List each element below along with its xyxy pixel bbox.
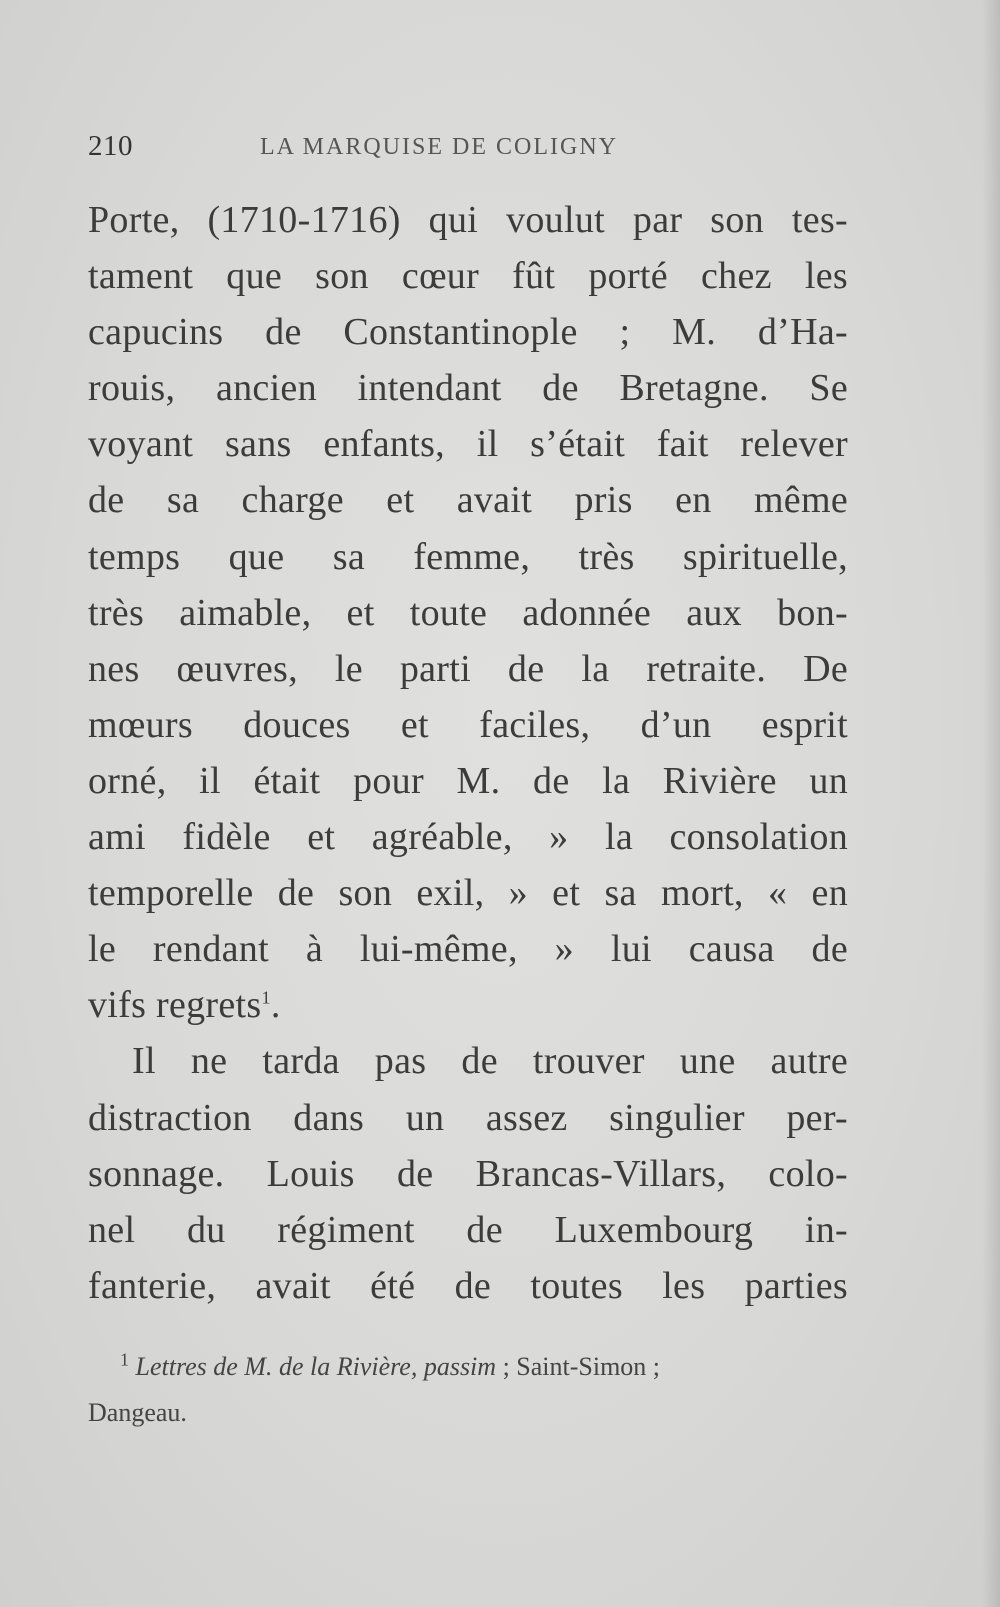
last-line-end: . (270, 984, 281, 1027)
last-line-text: vifs regrets (88, 984, 262, 1027)
paragraph-first-line: Il ne tarda pas de trouver une autre (132, 1040, 848, 1083)
text-line: distraction dans un assez singulier per- (88, 1096, 848, 1139)
footnote-reference: 1 (261, 987, 271, 1008)
text-line: orné, il était pour M. de la Rivière un (88, 759, 848, 802)
text-line: très aimable, et toute adonnée aux bon- (88, 591, 848, 634)
text-line: Porte, (1710-1716) qui voulut par son tes- (88, 199, 848, 241)
text-line: voyant sans enfants, il s’était fait relever (88, 423, 848, 466)
text-line: le rendant à lui-même, » lui causa de (88, 928, 848, 971)
text-line: tament que son cœur fût porté chez les (88, 255, 848, 298)
footnote-line (88, 1344, 848, 1390)
footnote (88, 1344, 848, 1436)
text-line: nes œuvres, le parti de la retraite. De (88, 647, 848, 690)
footnote-citation-rest: ; Saint-Simon ; (496, 1352, 661, 1381)
body-text (88, 192, 848, 1314)
text-line: mœurs douces et faciles, d’un esprit (88, 703, 848, 746)
text-line: rouis, ancien intendant de Bretagne. Se (88, 367, 848, 410)
text-line: fanterie, avait été de toutes les parties (88, 1264, 848, 1307)
footnote-line-2: Dangeau. (88, 1398, 187, 1427)
text-line-last (88, 977, 848, 1033)
text-line: de sa charge et avait pris en même (88, 479, 848, 522)
page-header (88, 130, 848, 170)
text-line: ami fidèle et agréable, » la consolation (88, 816, 848, 859)
page-number: 210 (88, 130, 133, 162)
text-line: nel du régiment de Luxembourg in- (88, 1208, 848, 1251)
text-line: capucins de Constantinople ; M. d’Ha- (88, 311, 848, 354)
footnote-citation: Lettres de M. de la Rivière, passim (135, 1352, 497, 1381)
text-line: sonnage. Louis de Brancas-Villars, colo- (88, 1152, 848, 1195)
page-edge-shadow (982, 0, 1000, 1607)
text-line: temps que sa femme, très spirituelle, (88, 535, 848, 578)
running-title: LA MARQUISE DE COLIGNY (260, 134, 618, 160)
footnote-mark: 1 (120, 1349, 129, 1370)
text-line: temporelle de son exil, » et sa mort, « en (88, 872, 848, 915)
